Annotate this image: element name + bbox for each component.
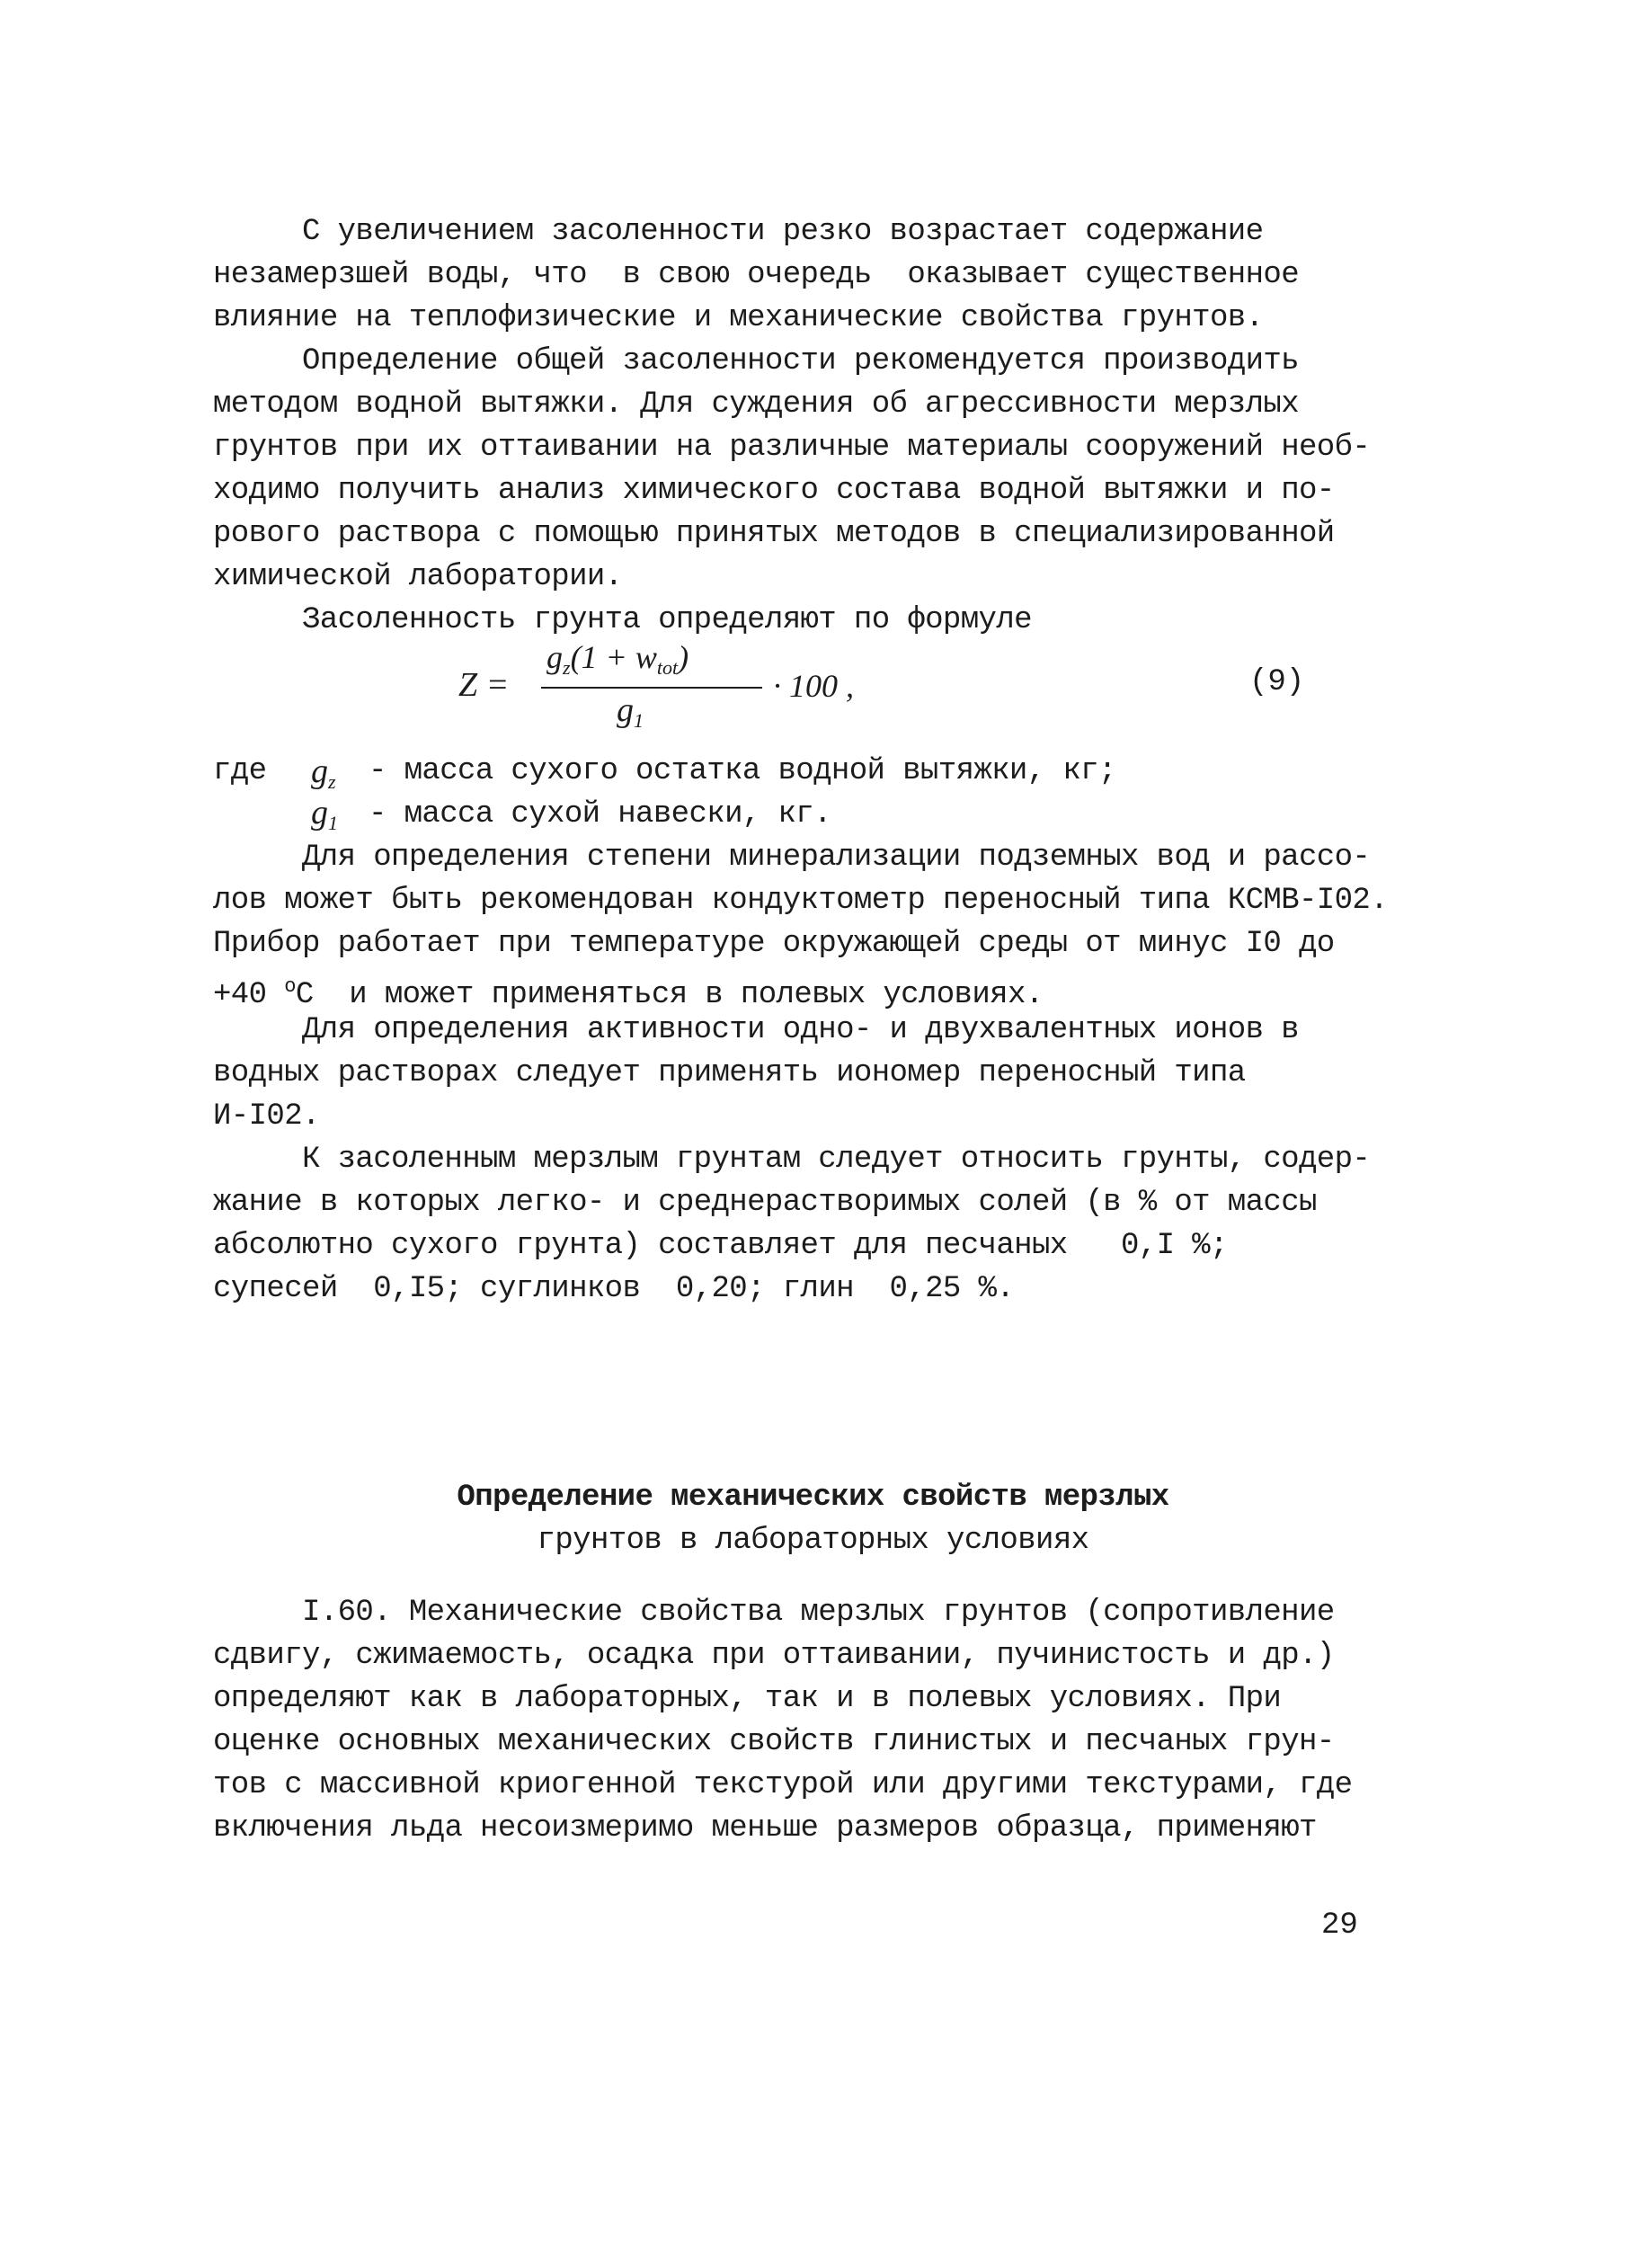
formula-numerator: $g_z(1 + w_{tot})$ (546, 639, 689, 679)
text-line: лов может быть рекомендован кондуктометр переносный типа КСМВ-I02. (213, 884, 1389, 918)
definition-text: - масса сухой навески, кг. (369, 797, 831, 832)
text-line: жание в которых легко- и среднерастворимых солей (в % от массы (213, 1186, 1317, 1220)
text-line: химической лаборатории. (213, 560, 623, 594)
where-word: где (213, 754, 267, 788)
text-line: И-I02. (213, 1099, 320, 1134)
text-line: водных растворах следует применять иономер переносный типа (213, 1056, 1246, 1090)
text-line: грунтов при их оттаивании на различные материалы сооружений необ- (213, 431, 1371, 465)
page-number: 29 (1321, 1908, 1358, 1943)
fraction-bar (541, 687, 762, 689)
formula-denominator: $g_1$ (617, 691, 644, 732)
text-line: тов с массивной криогенной текстурой или другими текстурами, где (213, 1768, 1353, 1802)
text-line: оценке основных механических свойств глинистых и песчаных грун- (213, 1725, 1335, 1759)
text-line: С увеличением засоленности резко возрастает содержание (302, 215, 1264, 249)
definition-symbol: $g_z$ (311, 752, 336, 793)
section-heading-line: Определение механических свойств мерзлых (457, 1481, 1169, 1515)
text-line: сдвигу, сжимаемость, осадка при оттаивании, пучинистость и др.) (213, 1639, 1335, 1673)
text-line: методом водной вытяжки. Для суждения об агрессивности мерзлых (213, 387, 1300, 422)
text-line: Для определения степени минерализации подземных вод и рассо- (302, 840, 1371, 875)
definition-text: - масса сухого остатка водной вытяжки, кг; (369, 754, 1116, 788)
text-line: Определение общей засоленности рекомендуется производить (302, 344, 1299, 378)
section-heading-line: грунтов в лабораторных условиях (537, 1524, 1089, 1558)
text-line: К засоленным мерзлым грунтам следует относить грунты, содер- (302, 1143, 1371, 1177)
text-line: незамерзшей воды, что в свою очередь оказывает существенное (213, 258, 1300, 292)
definition-symbol: $g_1$ (311, 794, 338, 834)
text-line: ходимо получить анализ химического состава водной вытяжки и по- (213, 474, 1335, 508)
text-line: определяют как в лабораторных, так и в полевых условиях. При (213, 1682, 1282, 1716)
text-line: супесей 0,I5; суглинков 0,20; глин 0,25 %. (213, 1272, 1015, 1306)
text-line: Для определения активности одно- и двухвалентных ионов в (302, 1013, 1299, 1047)
formula-lhs: Z = (458, 666, 510, 704)
text-line: рового раствора с помощью принятых методов в специализированной (213, 517, 1335, 551)
salinity-formula (458, 638, 1305, 737)
equation-number: (9) (1249, 665, 1305, 699)
text-line: +40 $^о$С и может применяться в полевых условиях. (213, 975, 1044, 1012)
formula-intro: Засоленность грунта определяют по формуле (302, 603, 1032, 637)
text-line: Прибор работает при температуре окружающей среды от минус I0 до (213, 927, 1335, 961)
text-line: включения льда несоизмеримо меньше размеров образца, применяют (213, 1811, 1317, 1846)
formula-multiplier: · 100 , (773, 668, 854, 704)
text-line: абсолютно сухого грунта) составляет для песчаных 0,I %; (213, 1229, 1228, 1263)
text-line: I.60. Механические свойства мерзлых грунтов (сопротивление (302, 1596, 1335, 1630)
text-line: влияние на теплофизические и механические свойства грунтов. (213, 301, 1264, 335)
